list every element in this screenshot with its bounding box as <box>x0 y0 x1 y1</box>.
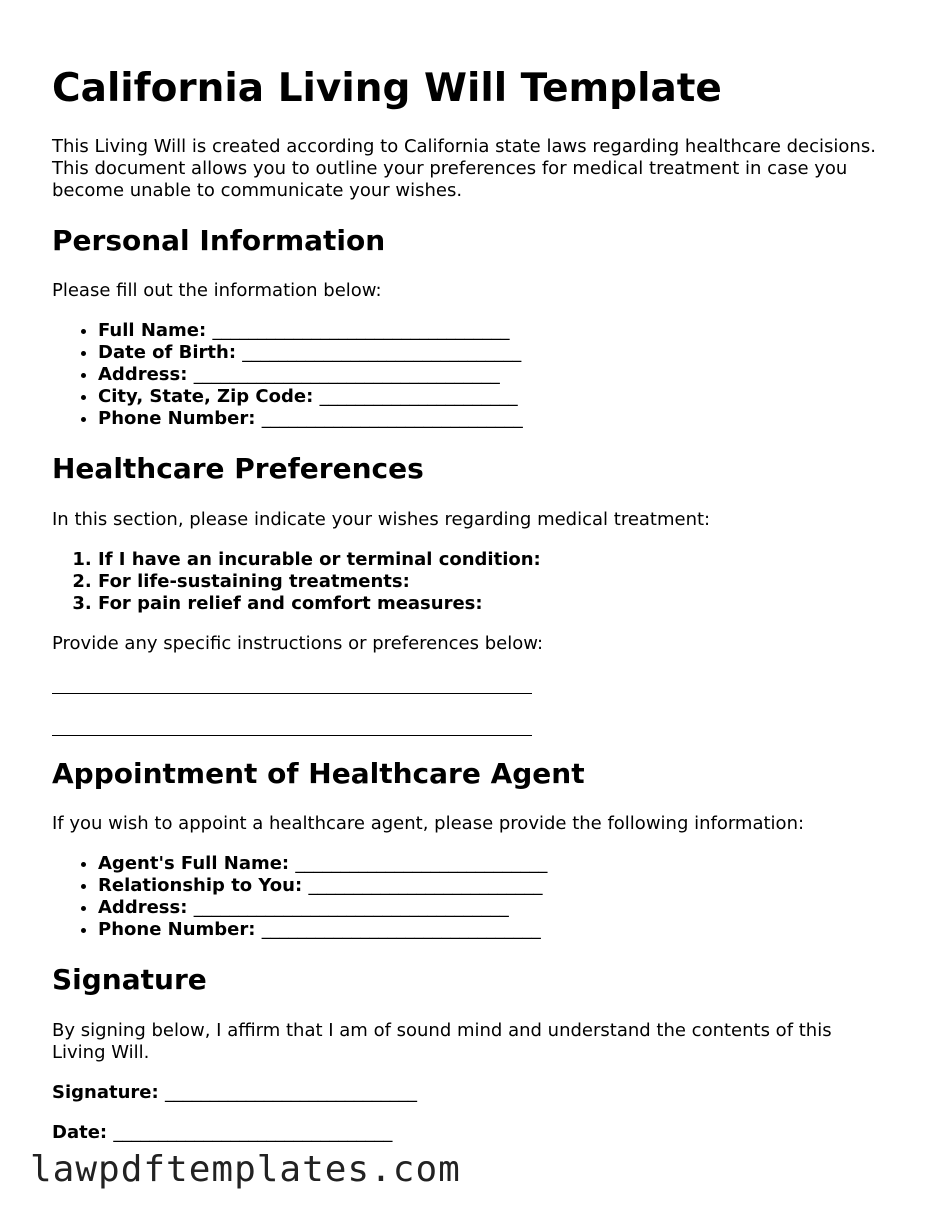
signature-heading: Signature <box>52 963 207 996</box>
list-item: 2. For life-sustaining treatments: <box>98 571 541 593</box>
list-item: 1. If I have an incurable or terminal condition: <box>98 549 541 571</box>
list-item: • Relationship to You: __________________________ <box>98 875 547 897</box>
relationship-field[interactable]: __________________________ <box>308 875 543 896</box>
full-name-field[interactable]: _________________________________ <box>212 320 510 341</box>
list-item: 3. For pain relief and comfort measures: <box>98 593 541 615</box>
personal-info-list <box>52 320 523 430</box>
instructions-line-1[interactable] <box>52 693 532 694</box>
personal-info-instruction: Please fill out the information below: <box>52 280 382 301</box>
signature-label: Signature: <box>52 1082 159 1103</box>
agent-instruction: If you wish to appoint a healthcare agent, please provide the following information: <box>52 813 805 834</box>
date-of-birth-field[interactable]: _______________________________ <box>242 342 522 363</box>
list-item: • Phone Number: _____________________________ <box>98 408 523 430</box>
healthcare-agent-heading: Appointment of Healthcare Agent <box>52 757 585 790</box>
list-item: • Agent's Full Name: ____________________________ <box>98 853 547 875</box>
watermark: lawpdftemplates.com <box>30 1149 461 1190</box>
list-item: • Phone Number: _______________________________ <box>98 919 547 941</box>
list-item: • Full Name: _________________________________ <box>98 320 523 342</box>
instructions-line-2[interactable] <box>52 735 532 736</box>
healthcare-preferences-list <box>52 549 541 615</box>
agent-address-field[interactable]: ___________________________________ <box>193 897 509 918</box>
date-row <box>52 1122 392 1144</box>
agent-full-name-field[interactable]: ____________________________ <box>295 853 548 874</box>
specific-instruction: Provide any specific instructions or preferences below: <box>52 633 544 654</box>
list-item: • Address: ___________________________________ <box>98 897 547 919</box>
date-label: Date: <box>52 1122 108 1143</box>
affirmation-paragraph: By signing below, I affirm that I am of sound mind and understand the contents of this Living Will. <box>52 1020 832 1063</box>
list-item: • Address: __________________________________ <box>98 364 523 386</box>
date-field[interactable]: _______________________________ <box>113 1122 393 1143</box>
city-state-zip-field[interactable]: ______________________ <box>319 386 518 407</box>
list-item: • Date of Birth: _______________________________ <box>98 342 523 364</box>
agent-phone-field[interactable]: _______________________________ <box>261 919 541 940</box>
signature-row <box>52 1082 417 1104</box>
phone-number-field[interactable]: _____________________________ <box>261 408 523 429</box>
healthcare-instruction: In this section, please indicate your wishes regarding medical treatment: <box>52 509 711 530</box>
intro-paragraph: This Living Will is created according to California state laws regarding healthcare decisions. This document allows you to outline your preferences for medical treatment in case you become unable to communicate your wishes. <box>52 136 876 201</box>
personal-info-heading: Personal Information <box>52 224 386 257</box>
list-item: • City, State, Zip Code: ______________________ <box>98 386 523 408</box>
healthcare-preferences-heading: Healthcare Preferences <box>52 452 424 485</box>
signature-field[interactable]: ____________________________ <box>164 1082 417 1103</box>
agent-info-list <box>52 853 547 941</box>
document-title: California Living Will Template <box>52 66 722 111</box>
address-field[interactable]: __________________________________ <box>193 364 500 385</box>
